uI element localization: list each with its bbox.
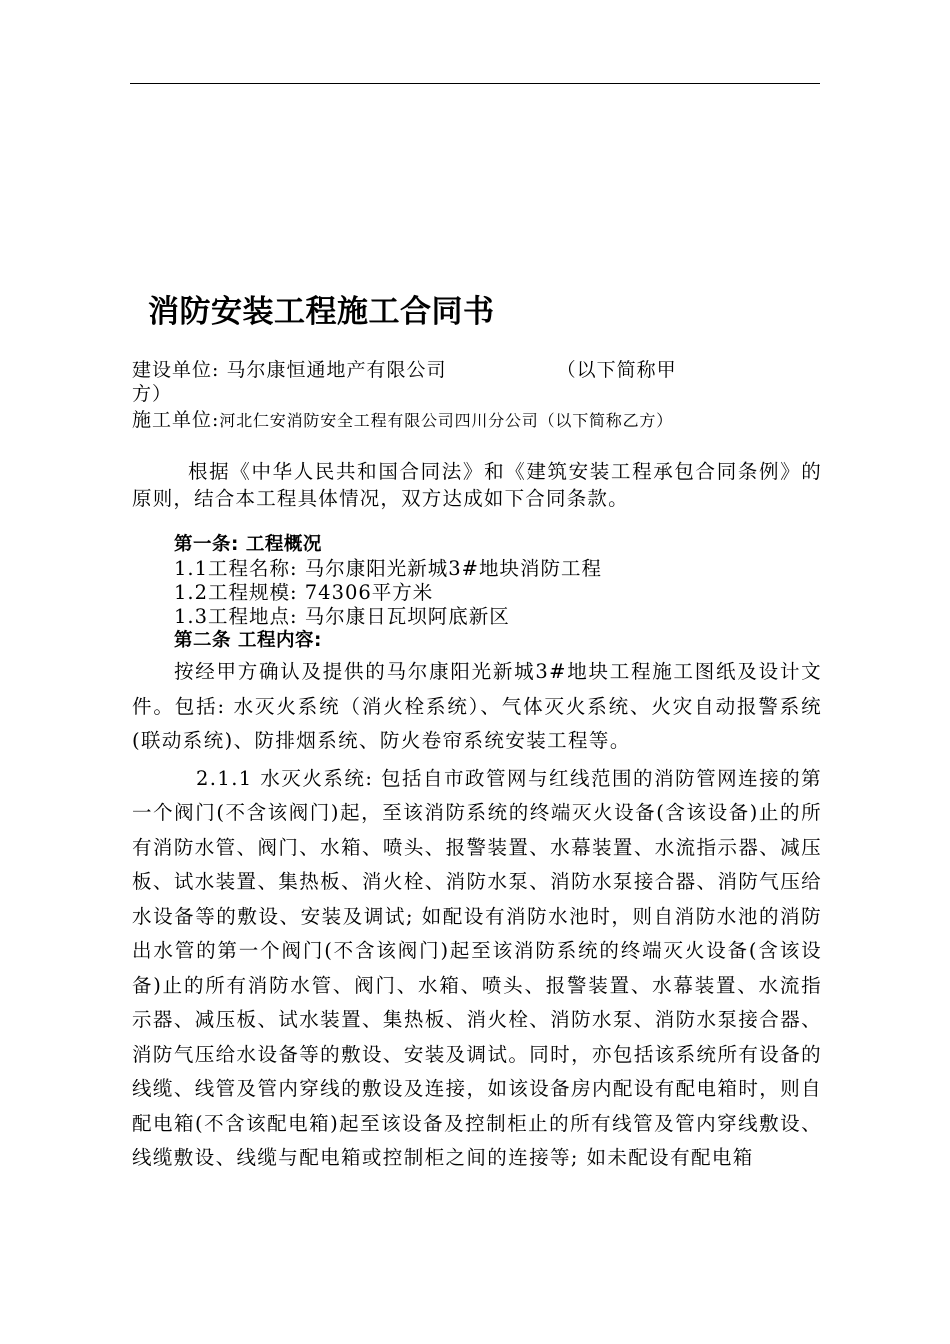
party-b-line — [132, 408, 822, 433]
party-a-alias-end: 方） — [132, 383, 173, 405]
article-1-item: 1.2工程规模: 74306平方米 — [174, 581, 434, 604]
party-a-alias-start: （以下简称甲 — [556, 359, 677, 381]
article-1-item: 1.3工程地点: 马尔康日瓦坝阿底新区 — [174, 605, 510, 628]
party-a-line — [132, 358, 822, 382]
header-rule — [130, 83, 820, 84]
article-2-paragraph: 按经甲方确认及提供的马尔康阳光新城3#地块工程施工图纸及设计文件。包括: 水灭火系统（消火栓系统）、气体灭火系统、火灾自动报警系统(联动系统)、防排烟系统、防火卷帘系统安装工程等。 — [132, 660, 822, 752]
article-2-heading: 第二条 工程内容: — [174, 630, 322, 651]
parties-block — [132, 358, 822, 433]
party-a-name: 马尔康恒通地产有限公司 — [226, 359, 447, 381]
article-1 — [174, 533, 814, 653]
party-b-label: 施工单位: — [132, 409, 220, 431]
document-title: 消防安装工程施工合同书 — [148, 294, 495, 330]
intro-paragraph: 根据《中华人民共和国合同法》和《建筑安装工程承包合同条例》的原则，结合本工程具体情况，双方达成如下合同条款。 — [132, 460, 822, 510]
article-1-heading: 第一条: 工程概况 — [174, 534, 322, 555]
party-a-label: 建设单位: — [132, 359, 220, 381]
party-b-name: 河北仁安消防安全工程有限公司四川分公司 — [219, 411, 539, 430]
article-2-clause-2-1-1: 2.1.1 水灭火系统: 包括自市政管网与红线范围的消防管网连接的第一个阀门(不含该阀门)起，至该消防系统的终端灭火设备(含该设备)止的所有消防水管、阀门、水箱、喷头、报警装置、水幕装置、水流指示器、减压板、试水装置、集热板、消火栓、消防水泵、消防水泵接合器、消防气压给水设备等的敷设、安装及调试; 如配设有消防水池时，则自消防水池的消防出水管的第一个阀门(不含该阀门)起至该消防系统的终端灭火设备(含该设备)止的所有消防水管、阀门、水箱、喷头、报警装置、水幕装置、水流指示器、减压板、试水装置、集热板、消火栓、消防水泵、消防水泵接合器、消防气压给水设备等的敷设、安装及调试。同时，亦包括该系统所有设备的线缆、线管及管内穿线的敷设及连接，如该设备房内配设有配电箱时，则自配电箱(不含该配电箱)起至该设备及控制柜止的所有线管及管内穿线敷设、线缆敷设、线缆与配电箱或控制柜之间的连接等; 如未配设有配电箱 — [132, 766, 822, 1169]
article-2-body — [132, 655, 822, 1176]
party-b-alias: （以下简称乙方） — [538, 411, 674, 430]
article-1-item: 1.1工程名称: 马尔康阳光新城3#地块消防工程 — [174, 557, 603, 580]
